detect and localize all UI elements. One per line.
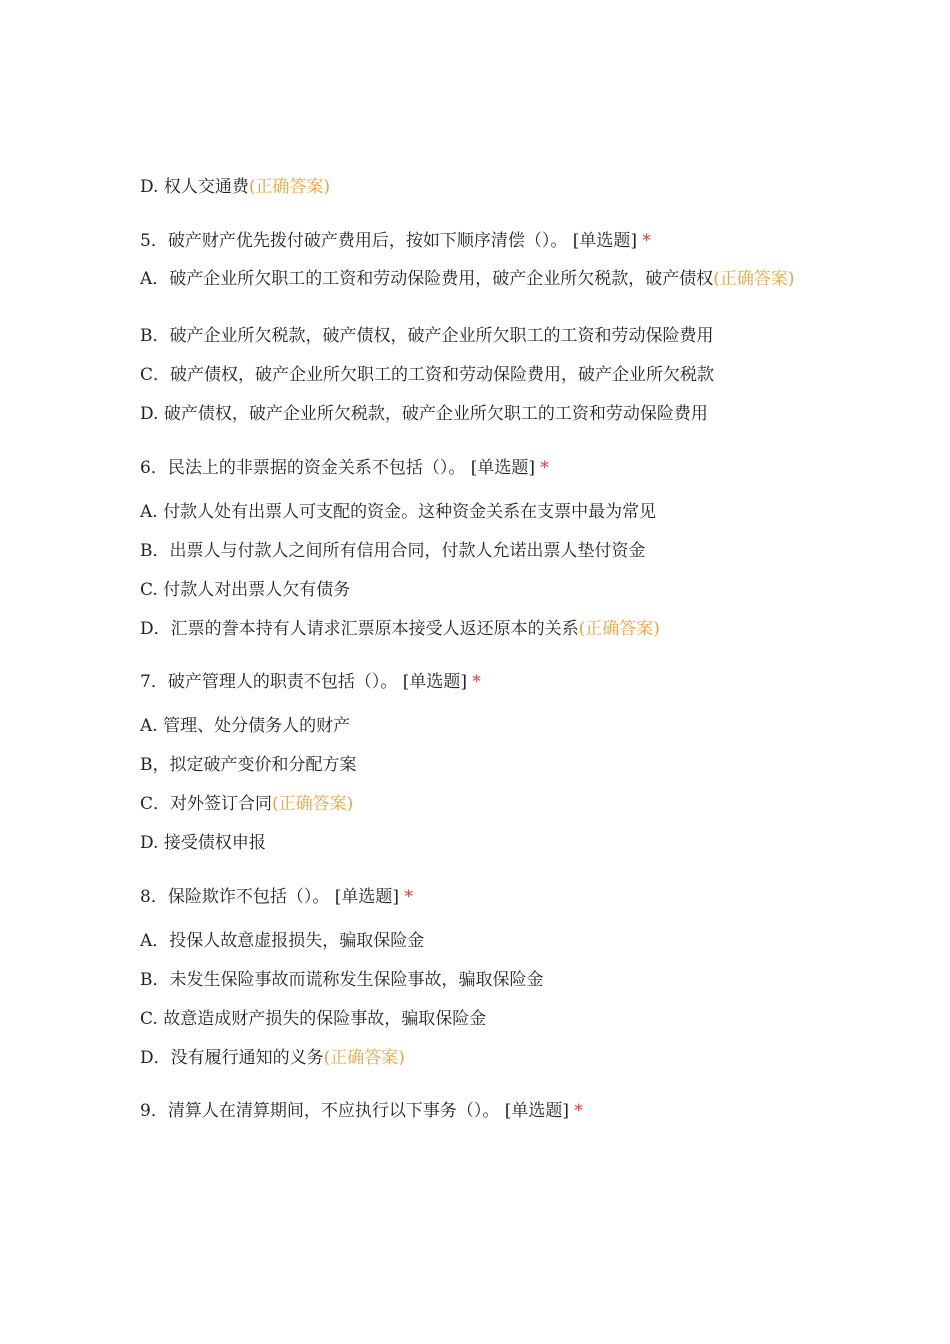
option-text: B．出票人与付款人之间所有信用合同，付款人允诺出票人垫付资金: [140, 541, 646, 561]
option-q7-a: [140, 714, 800, 739]
option-text: D. 权人交通费: [140, 177, 249, 197]
correct-answer-tag: (正确答案): [272, 794, 354, 814]
option-q5-a: [140, 267, 800, 292]
option-text: D．没有履行通知的义务: [140, 1048, 324, 1068]
option-text: D．汇票的誊本持有人请求汇票原本接受人返还原本的关系: [140, 619, 579, 639]
option-q6-c: [140, 578, 800, 603]
required-star: *: [404, 887, 413, 907]
option-text: A. 付款人处有出票人可支配的资金。这种资金关系在支票中最为常见: [140, 502, 657, 522]
option-q7-c: [140, 792, 800, 817]
option-q8-b: [140, 968, 800, 993]
option-text: A. 管理、处分债务人的财产: [140, 716, 351, 736]
question-text: 6．民法上的非票据的资金关系不包括（）。 [单选题]: [140, 458, 535, 478]
required-star: *: [574, 1101, 583, 1121]
option-text: D. 接受债权申报: [140, 833, 266, 853]
question-5-title: [140, 229, 800, 254]
option-q5-d: [140, 402, 800, 427]
option-q5-b: [140, 324, 800, 349]
correct-answer-tag: (正确答案): [578, 619, 660, 639]
option-text: B．未发生保险事故而谎称发生保险事故，骗取保险金: [140, 970, 544, 990]
option-q5-c: [140, 363, 800, 388]
option-text: C. 付款人对出票人欠有债务: [140, 580, 351, 600]
question-6-title: [140, 456, 800, 481]
question-text: 7．破产管理人的职责不包括（）。 [单选题]: [140, 672, 467, 692]
option-q4-d: [140, 175, 800, 200]
question-9-title: [140, 1099, 800, 1124]
option-text: C．破产债权，破产企业所欠职工的工资和劳动保险费用，破产企业所欠税款: [140, 365, 715, 385]
question-text: 8．保险欺诈不包括（）。 [单选题]: [140, 887, 399, 907]
option-q6-a: [140, 500, 800, 525]
option-text: A．投保人故意虚报损失，骗取保险金: [140, 931, 425, 951]
option-text: C．对外签订合同: [140, 794, 273, 814]
option-text: C. 故意造成财产损失的保险事故，骗取保险金: [140, 1009, 487, 1029]
option-q7-d: [140, 831, 800, 856]
option-text: D. 破产债权，破产企业所欠税款，破产企业所欠职工的工资和劳动保险费用: [140, 404, 708, 424]
option-q8-a: [140, 929, 800, 954]
question-text: 9．清算人在清算期间，不应执行以下事务（）。 [单选题]: [140, 1101, 569, 1121]
option-text: B，拟定破产变价和分配方案: [140, 755, 357, 775]
option-q6-d: [140, 617, 800, 642]
option-q6-b: [140, 539, 800, 564]
required-star: *: [472, 672, 481, 692]
option-q8-c: [140, 1007, 800, 1032]
option-q7-b: [140, 753, 800, 778]
required-star: *: [642, 231, 651, 251]
correct-answer-tag: (正确答案): [713, 269, 795, 289]
option-q8-d: [140, 1046, 800, 1071]
required-star: *: [540, 458, 549, 478]
question-text: 5．破产财产优先拨付破产费用后，按如下顺序清偿（）。 [单选题]: [140, 231, 637, 251]
question-7-title: [140, 670, 800, 695]
option-text: A．破产企业所欠职工的工资和劳动保险费用，破产企业所欠税款，破产债权: [140, 269, 714, 289]
question-8-title: [140, 885, 800, 910]
correct-answer-tag: (正确答案): [248, 177, 331, 197]
option-text: B．破产企业所欠税款，破产债权，破产企业所欠职工的工资和劳动保险费用: [140, 326, 714, 346]
correct-answer-tag: (正确答案): [323, 1048, 405, 1068]
